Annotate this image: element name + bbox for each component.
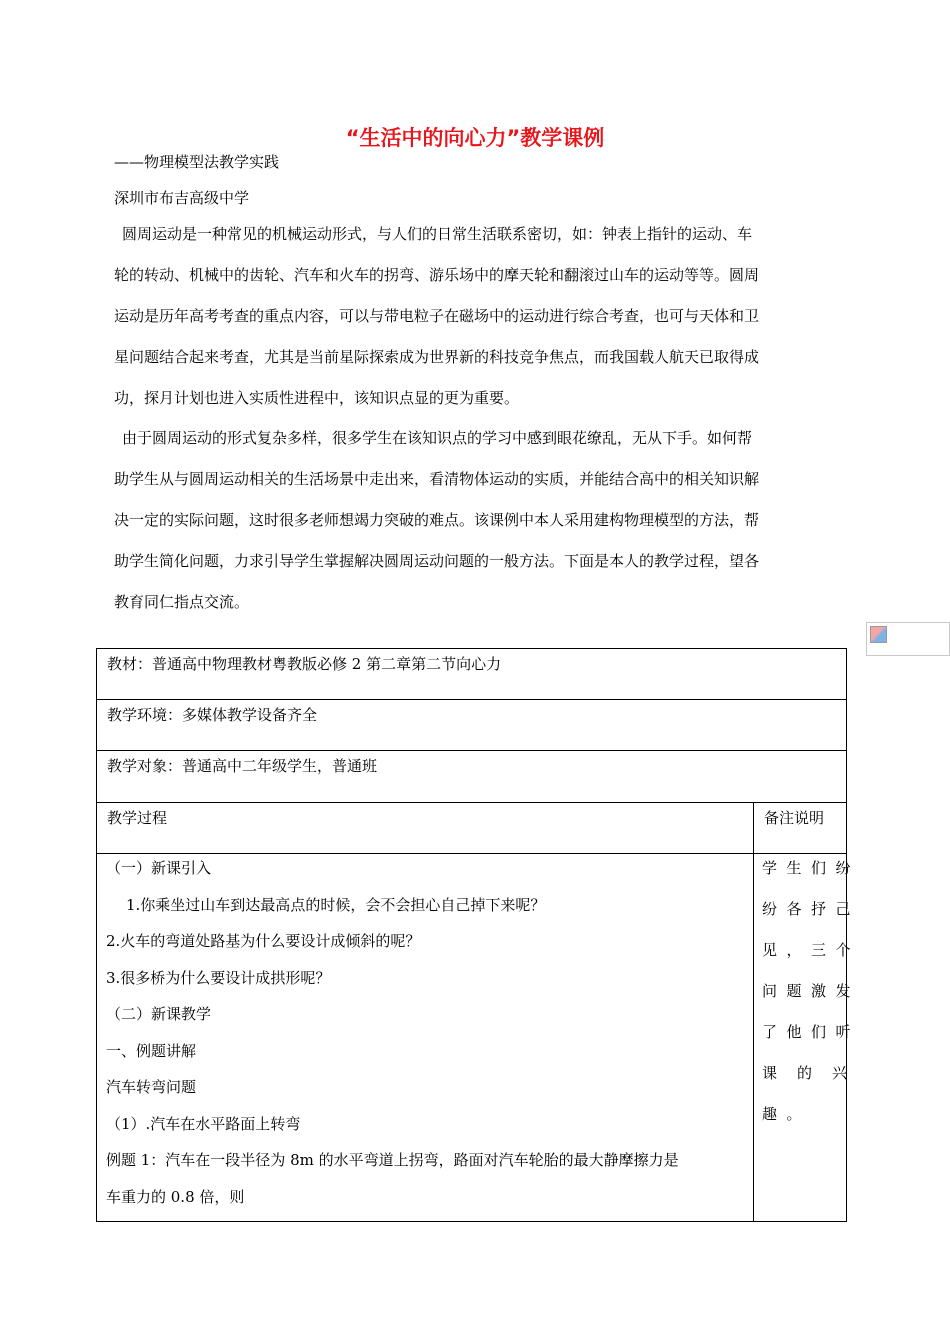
text-line: 运动是历年高考考查的重点内容，可以与带电粒子在磁场中的运动进行综合考查，也可与天体和卫 bbox=[114, 307, 760, 325]
process-line: （二）新课教学 bbox=[106, 1005, 212, 1023]
text-line: 助学生简化问题，力求引导学生掌握解决圆周运动问题的一般方法。下面是本人的教学过程，望各 bbox=[114, 552, 760, 570]
process-line: （一）新课引入 bbox=[106, 859, 212, 877]
text-line: 决一定的实际问题，这时很多老师想竭力突破的难点。该课例中本人采用建构物理模型的方法，帮 bbox=[114, 511, 760, 529]
process-line: 2.火车的弯道处路基为什么要设计成倾斜的呢？ bbox=[106, 932, 421, 950]
text-line: 功，探月计划也进入实质性进程中，该知识点显的更为重要。 bbox=[114, 389, 520, 407]
notes-line: 课的兴 bbox=[762, 1064, 868, 1082]
notes-line: 学生们纷 bbox=[762, 859, 861, 877]
notes-content-cell bbox=[754, 854, 868, 1222]
school-name: 深圳市布吉高级中学 bbox=[114, 189, 250, 207]
process-line: 1.你乘坐过山车到达最高点的时候，会不会担心自己掉下来呢？ bbox=[126, 895, 546, 914]
table-row bbox=[97, 803, 847, 854]
textbook-cell: 教材：普通高中物理教材粤教版必修 2 第二章第二节向心力 bbox=[97, 649, 847, 700]
environment-cell: 教学环境：多媒体教学设备齐全 bbox=[97, 700, 847, 751]
text-line: 助学生从与圆周运动相关的生活场景中走出来，看清物体运动的实质，并能结合高中的相关知识解 bbox=[114, 470, 760, 488]
table-row bbox=[97, 649, 847, 700]
text-line: 星问题结合起来考查，尤其是当前星际探索成为世界新的科技竞争焦点，而我国载人航天已取得成 bbox=[114, 348, 760, 366]
process-line: （1）.汽车在水平路面上转弯 bbox=[106, 1114, 301, 1133]
intro-paragraph-1 bbox=[114, 214, 839, 419]
notes-line: 问题激发 bbox=[762, 982, 861, 1000]
notes-header-cell: 备注说明 bbox=[754, 803, 847, 854]
table-row bbox=[97, 854, 847, 1222]
text-line: 圆周运动是一种常见的机械运动形式，与人们的日常生活联系密切，如：钟表上指针的运动、车 bbox=[122, 225, 753, 243]
audience-cell: 教学对象：普通高中二年级学生，普通班 bbox=[97, 751, 847, 803]
process-line: 例题 1：汽车在一段半径为 8m 的水平弯道上拐弯，路面对汽车轮胎的最大静摩擦力是 bbox=[106, 1151, 679, 1169]
notes-line: 趣。 bbox=[762, 1105, 812, 1123]
table-row bbox=[97, 700, 847, 751]
text-line: 由于圆周运动的形式复杂多样，很多学生在该知识点的学习中感到眼花缭乱，无从下手。如何帮 bbox=[122, 429, 753, 447]
lesson-info-table bbox=[96, 648, 868, 1222]
subtitle: ——物理模型法教学实践 bbox=[114, 153, 280, 171]
process-line: 3.很多桥为什么要设计成拱形呢？ bbox=[106, 968, 331, 987]
notes-line: 纷各抒己 bbox=[762, 900, 861, 918]
broken-image-placeholder bbox=[866, 622, 950, 656]
table-row bbox=[97, 751, 847, 803]
process-content-cell bbox=[97, 854, 754, 1222]
text-line: 轮的转动、机械中的齿轮、汽车和火车的拐弯、游乐场中的摩天轮和翻滚过山车的运动等等。圆周 bbox=[114, 266, 760, 284]
broken-image-icon bbox=[870, 626, 887, 643]
notes-line: 见，三个 bbox=[762, 941, 861, 959]
process-line: 车重力的 0.8 倍，则 bbox=[106, 1187, 245, 1206]
document-title: “生活中的向心力”教学课例 bbox=[345, 126, 605, 150]
notes-line: 了他们听 bbox=[762, 1023, 861, 1041]
process-header-cell: 教学过程 bbox=[97, 803, 754, 854]
text-line: 教育同仁指点交流。 bbox=[114, 593, 250, 611]
process-line: 汽车转弯问题 bbox=[106, 1078, 197, 1096]
intro-paragraph-2 bbox=[114, 418, 839, 623]
process-line: 一、例题讲解 bbox=[106, 1041, 197, 1060]
